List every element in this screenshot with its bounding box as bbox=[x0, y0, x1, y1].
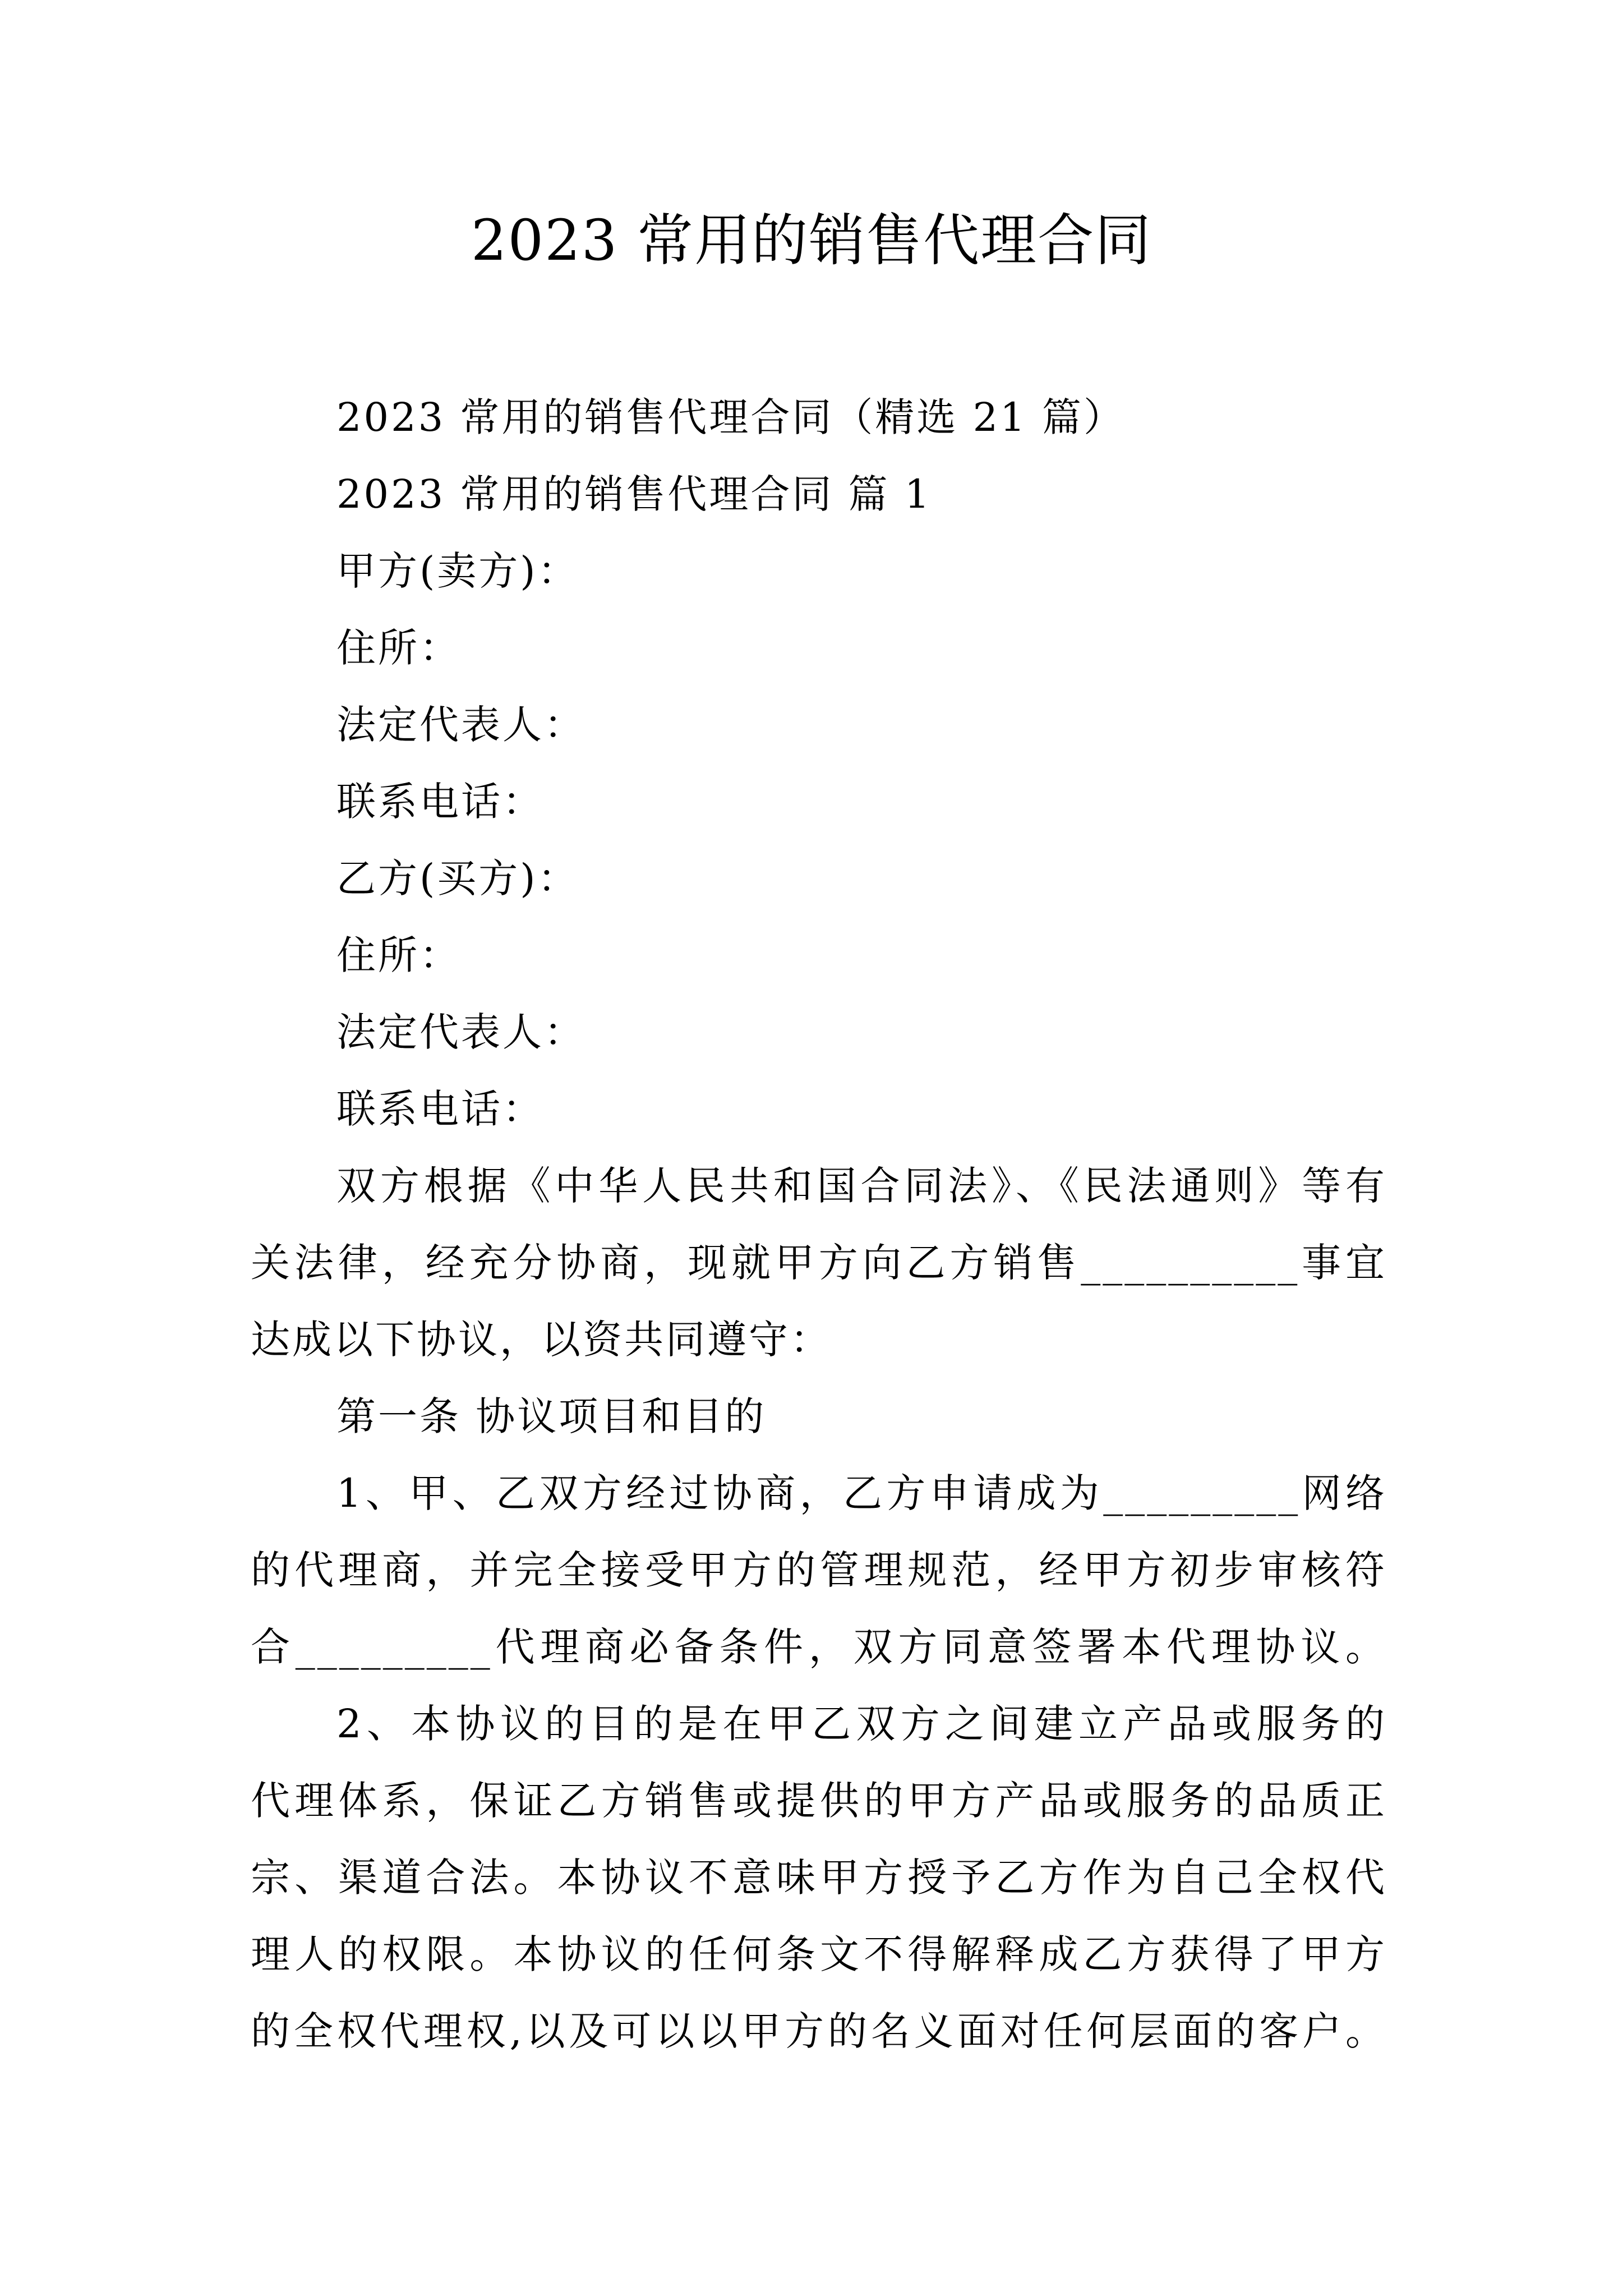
article-1-heading: 第一条 协议项目和目的 bbox=[336, 1393, 767, 1439]
paragraph-line: 合_________代理商必备条件，双方同意签署本代理协议。 bbox=[251, 1624, 1387, 1670]
clause-1-paragraph bbox=[251, 1455, 1387, 1686]
preamble-paragraph bbox=[251, 1148, 1387, 1378]
paragraph-line: 1、甲、乙双方经过协商，乙方申请成为_________网络 bbox=[336, 1470, 1387, 1516]
paragraph-line: 的代理商，并完全接受甲方的管理规范，经甲方初步审核符 bbox=[251, 1547, 1387, 1593]
collection-title: 2023 常用的销售代理合同（精选 21 篇） bbox=[336, 394, 1125, 440]
party-b-block bbox=[251, 840, 1387, 1148]
party-b-address-label: 住所： bbox=[336, 932, 461, 978]
party-a-block bbox=[251, 533, 1387, 840]
document-body bbox=[251, 379, 1387, 2070]
paragraph-line: 双方根据《中华人民共和国合同法》、《民法通则》等有 bbox=[336, 1163, 1387, 1209]
party-a-name-label: 甲方(卖方)： bbox=[336, 548, 579, 594]
clause-2-paragraph bbox=[251, 1686, 1387, 2070]
paragraph-line: 代理体系，保证乙方销售或提供的甲方产品或服务的品质正 bbox=[251, 1778, 1387, 1824]
document-title: 2023 常用的销售代理合同 bbox=[471, 208, 1152, 273]
party-a-phone-label: 联系电话： bbox=[336, 779, 544, 825]
paragraph-line: 理人的权限。本协议的任何条文不得解释成乙方获得了甲方 bbox=[251, 1931, 1387, 1977]
paragraph-line: 的全权代理权,以及可以以甲方的名义面对任何层面的客户。 bbox=[251, 2008, 1387, 2054]
party-b-phone-label: 联系电话： bbox=[336, 1086, 544, 1132]
party-a-address-label: 住所： bbox=[336, 625, 461, 671]
party-b-representative-label: 法定代表人： bbox=[336, 1009, 585, 1055]
party-a-representative-label: 法定代表人： bbox=[336, 702, 585, 748]
paragraph-line: 2、本协议的目的是在甲乙双方之间建立产品或服务的 bbox=[336, 1701, 1387, 1747]
party-b-name-label: 乙方(买方)： bbox=[336, 855, 579, 901]
paragraph-line: 达成以下协议，以资共同遵守： bbox=[251, 1317, 832, 1363]
paragraph-line: 关法律，经充分协商，现就甲方向乙方销售__________事宜 bbox=[251, 1240, 1387, 1286]
article-heading: 2023 常用的销售代理合同 篇 1 bbox=[336, 471, 932, 517]
paragraph-line: 宗、渠道合法。本协议不意味甲方授予乙方作为自己全权代 bbox=[251, 1855, 1387, 1901]
